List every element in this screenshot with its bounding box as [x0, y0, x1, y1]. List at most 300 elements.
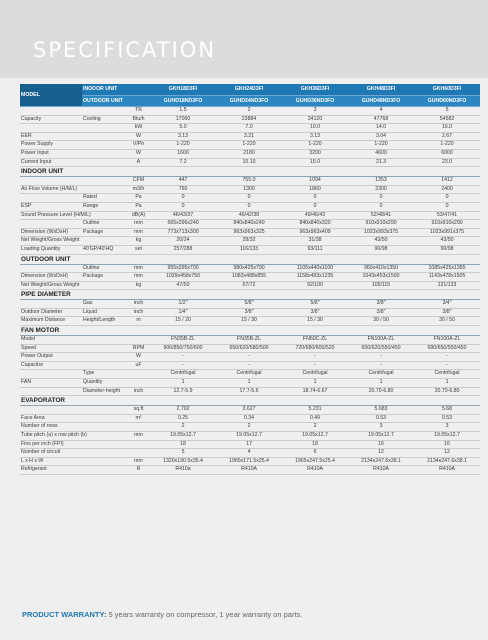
- spec-sublabel: Type: [82, 370, 127, 379]
- spec-row: [20, 228, 480, 237]
- spec-value: 52/48/41: [348, 211, 414, 220]
- section-header-row: [20, 167, 480, 177]
- spec-sublabel: [82, 414, 127, 423]
- spec-value: 12: [348, 449, 414, 458]
- spec-label: EER: [20, 132, 82, 141]
- indoor-model: GKH36D3FI: [282, 84, 348, 95]
- section-title: INDOOR UNIT: [20, 167, 480, 177]
- spec-value: 5/8": [216, 300, 282, 309]
- spec-row: [20, 379, 480, 388]
- spec-value: 0.53: [348, 414, 414, 423]
- spec-unit: W: [127, 353, 150, 362]
- spec-sublabel: [82, 423, 127, 432]
- spec-label: [20, 107, 82, 116]
- spec-value: 1.5: [150, 107, 216, 116]
- spec-row: [20, 132, 480, 141]
- spec-row: [20, 237, 480, 246]
- spec-value: 1: [414, 379, 480, 388]
- spec-value: 3: [348, 423, 414, 432]
- spec-unit: mm: [127, 273, 150, 282]
- spec-sublabel: [82, 406, 127, 415]
- spec-row: [20, 202, 480, 211]
- spec-unit: [127, 370, 150, 379]
- spec-value: 3/8": [348, 300, 414, 309]
- spec-value: 19.05x12.7: [282, 432, 348, 441]
- spec-value: 54582: [414, 115, 480, 124]
- spec-value: 0.53: [414, 414, 480, 423]
- spec-sublabel: [82, 432, 127, 441]
- spec-value: R410A: [414, 466, 480, 475]
- section-header-row: [20, 290, 480, 300]
- spec-value: 2134x247.6x38.1: [414, 457, 480, 466]
- spec-value: 5.0: [150, 124, 216, 133]
- spec-sublabel: [82, 344, 127, 353]
- spec-value: 1-220: [414, 141, 480, 150]
- spec-value: 15 / 30: [216, 317, 282, 326]
- indoor-unit-header: INDOOR UNIT: [82, 84, 150, 95]
- spec-value: 773x713x300: [150, 228, 216, 237]
- spec-sublabel: [82, 149, 127, 158]
- spec-value: 6: [282, 449, 348, 458]
- spec-label: Capacity: [20, 115, 82, 124]
- spec-unit: Pa: [127, 202, 150, 211]
- spec-value: 1353: [348, 177, 414, 186]
- spec-value: 955x395x700: [150, 264, 216, 273]
- spec-value: 3.13: [150, 132, 216, 141]
- spec-value: 0: [216, 194, 282, 203]
- spec-value: 0: [348, 194, 414, 203]
- spec-row: [20, 281, 480, 290]
- spec-value: 90/98: [414, 245, 480, 254]
- spec-unit: mm: [127, 228, 150, 237]
- spec-unit: CFM: [127, 177, 150, 186]
- spec-unit: m²: [127, 414, 150, 423]
- spec-sublabel: [82, 281, 127, 290]
- spec-sublabel: [82, 158, 127, 167]
- spec-value: 47768: [348, 115, 414, 124]
- spec-row: [20, 387, 480, 396]
- spec-value: FN100A-ZL: [348, 336, 414, 345]
- spec-value: 17.7-5.6: [216, 387, 282, 396]
- spec-sublabel: Outline: [82, 220, 127, 229]
- spec-label: Net Weight/Gross Weight: [20, 237, 82, 246]
- spec-value: 7.2: [150, 158, 216, 167]
- spec-value: 49/46/43: [282, 211, 348, 220]
- spec-value: 15 / 30: [282, 317, 348, 326]
- spec-row: [20, 185, 480, 194]
- spec-value: Centrifugal: [348, 370, 414, 379]
- spec-value: 1029x458x750: [150, 273, 216, 282]
- spec-value: 2300: [348, 185, 414, 194]
- spec-unit: inch: [127, 387, 150, 396]
- spec-value: 5: [414, 107, 480, 116]
- section-title: EVAPORATOR: [20, 396, 480, 406]
- spec-value: 105/115: [348, 281, 414, 290]
- spec-value: 650/620/550/450: [348, 344, 414, 353]
- spec-unit: [127, 336, 150, 345]
- spec-value: 2: [216, 423, 282, 432]
- spec-value: 23.0: [414, 158, 480, 167]
- spec-row: [20, 336, 480, 345]
- spec-sublabel: [82, 177, 127, 186]
- spec-unit: Pa: [127, 194, 150, 203]
- spec-value: 1-220: [348, 141, 414, 150]
- spec-value: 0: [150, 194, 216, 203]
- spec-row: [20, 432, 480, 441]
- spec-value: 1-220: [150, 141, 216, 150]
- spec-value: 3.627: [216, 406, 282, 415]
- spec-row: [20, 149, 480, 158]
- spec-value: -: [216, 361, 282, 370]
- spec-unit: m3/h: [127, 185, 150, 194]
- spec-value: 93/111: [282, 245, 348, 254]
- spec-value: 18: [150, 440, 216, 449]
- spec-value: 1-220: [282, 141, 348, 150]
- spec-row: [20, 211, 480, 220]
- spec-row: [20, 406, 480, 415]
- spec-value: 3.04: [348, 132, 414, 141]
- spec-value: 2.702: [150, 406, 216, 415]
- spec-sublabel: [82, 132, 127, 141]
- spec-unit: RPM: [127, 344, 150, 353]
- spec-value: 963x963x409: [282, 228, 348, 237]
- spec-row: [20, 370, 480, 379]
- spec-label: Air Flow Volume (H/M/L): [20, 185, 82, 194]
- spec-unit: Btu/h: [127, 115, 150, 124]
- spec-value: 20.70-6.80: [414, 387, 480, 396]
- indoor-model-header-row: [20, 84, 480, 95]
- spec-value: 19.05x12.7: [414, 432, 480, 441]
- section-title: FAN MOTOR: [20, 326, 480, 336]
- spec-value: 0: [216, 202, 282, 211]
- spec-value: 34120: [282, 115, 348, 124]
- spec-unit: [127, 449, 150, 458]
- spec-value: 1143x478x1505: [414, 273, 480, 282]
- spec-value: 46/43/37: [150, 211, 216, 220]
- section-title: OUTDOOR UNIT: [20, 254, 480, 264]
- spec-value: 1023x991x375: [414, 228, 480, 237]
- spec-unit: W: [127, 149, 150, 158]
- spec-unit: kg: [127, 237, 150, 246]
- indoor-model: GKH24D3FI: [216, 84, 282, 95]
- spec-unit: TR: [127, 107, 150, 116]
- spec-sublabel: Package: [82, 228, 127, 237]
- warranty-text: 5 years warranty on compressor, 1 year warranty on parts.: [108, 610, 303, 619]
- spec-value: 910x910x290: [414, 220, 480, 229]
- spec-value: 43/50: [414, 237, 480, 246]
- spec-sublabel: [82, 457, 127, 466]
- spec-value: 1-220: [216, 141, 282, 150]
- spec-value: 3/4": [414, 300, 480, 309]
- spec-sublabel: Package: [82, 273, 127, 282]
- spec-unit: [127, 423, 150, 432]
- spec-sublabel: [82, 440, 127, 449]
- spec-sublabel: [82, 466, 127, 475]
- spec-value: FN35B-ZL: [216, 336, 282, 345]
- spec-row: [20, 300, 480, 309]
- spec-label: [20, 124, 82, 133]
- spec-row: [20, 194, 480, 203]
- spec-value: 3/8": [414, 308, 480, 317]
- spec-value: 92/100: [282, 281, 348, 290]
- spec-sublabel: Quantity: [82, 379, 127, 388]
- spec-unit: set: [127, 245, 150, 254]
- spec-label: Loading Quantity: [20, 245, 82, 254]
- spec-value: 1094: [282, 177, 348, 186]
- indoor-model: GKH48D3FI: [348, 84, 414, 95]
- spec-value: 31/38: [282, 237, 348, 246]
- spec-value: -: [282, 361, 348, 370]
- spec-unit: [127, 379, 150, 388]
- spec-unit: mm: [127, 457, 150, 466]
- section-header-row: [20, 326, 480, 336]
- indoor-model: GKH60D3FI: [414, 84, 480, 95]
- spec-sublabel: [82, 361, 127, 370]
- spec-value: 760: [150, 185, 216, 194]
- spec-unit: mm: [127, 220, 150, 229]
- spec-label: Maximum Distance: [20, 317, 82, 326]
- spec-value: 10.10: [216, 158, 282, 167]
- spec-row: [20, 124, 480, 133]
- spec-value: 121/133: [414, 281, 480, 290]
- spec-unit: sq.ft: [127, 406, 150, 415]
- spec-value: -: [282, 353, 348, 362]
- spec-label: Power Output: [20, 353, 82, 362]
- spec-value: 0: [348, 202, 414, 211]
- spec-sublabel: Cooling: [82, 115, 127, 124]
- spec-value: 720/680/600/520: [282, 344, 348, 353]
- spec-value: 257/288: [150, 245, 216, 254]
- spec-value: FN60C-ZL: [282, 336, 348, 345]
- spec-sublabel: Rated: [82, 194, 127, 203]
- spec-value: 3.21: [216, 132, 282, 141]
- spec-sublabel: [82, 124, 127, 133]
- spec-row: [20, 353, 480, 362]
- spec-unit: inch: [127, 300, 150, 309]
- spec-sublabel: [82, 237, 127, 246]
- spec-value: 910x910x290: [348, 220, 414, 229]
- spec-value: 30 / 50: [348, 317, 414, 326]
- spec-label: [20, 177, 82, 186]
- spec-sublabel: [82, 353, 127, 362]
- spec-row: [20, 107, 480, 116]
- spec-value: 5.231: [282, 406, 348, 415]
- spec-value: 1/2": [150, 300, 216, 309]
- spec-row: [20, 308, 480, 317]
- spec-unit: inch: [127, 308, 150, 317]
- specification-table: [20, 84, 480, 475]
- spec-value: 3/8": [348, 308, 414, 317]
- spec-sublabel: 40'GP/40'HQ: [82, 245, 127, 254]
- spec-row: [20, 141, 480, 150]
- spec-value: Centrifugal: [282, 370, 348, 379]
- spec-value: 12.7-5.9: [150, 387, 216, 396]
- spec-value: 3: [282, 107, 348, 116]
- spec-value: 3/8": [216, 308, 282, 317]
- spec-row: [20, 440, 480, 449]
- spec-row: [20, 245, 480, 254]
- page-title: SPECIFICATION: [33, 38, 217, 62]
- spec-unit: A: [127, 158, 150, 167]
- spec-value: 90/98: [348, 245, 414, 254]
- spec-label: Dimension (WxDxH): [20, 228, 82, 237]
- section-title: PIPE DIAMETER: [20, 290, 480, 300]
- spec-value: 447: [150, 177, 216, 186]
- spec-row: [20, 158, 480, 167]
- spec-value: 1023x993x375: [348, 228, 414, 237]
- spec-value: 46/42/38: [216, 211, 282, 220]
- spec-value: 0.25: [150, 414, 216, 423]
- spec-row: [20, 273, 480, 282]
- spec-value: -: [348, 361, 414, 370]
- spec-label: Dimension (WxDxH): [20, 273, 82, 282]
- spec-unit: W: [127, 132, 150, 141]
- spec-sublabel: [82, 336, 127, 345]
- spec-value: 0: [282, 194, 348, 203]
- spec-value: 0.49: [282, 414, 348, 423]
- spec-value: 0: [414, 194, 480, 203]
- spec-value: 4: [348, 107, 414, 116]
- spec-value: 0: [414, 202, 480, 211]
- spec-label: [20, 370, 82, 379]
- spec-row: [20, 449, 480, 458]
- spec-value: 840x840x320: [282, 220, 348, 229]
- spec-row: [20, 177, 480, 186]
- spec-value: 1412: [414, 177, 480, 186]
- spec-value: 15 / 20: [150, 317, 216, 326]
- spec-value: 5.68: [414, 406, 480, 415]
- spec-value: 2134x247.6x38.1: [348, 457, 414, 466]
- spec-value: 1: [216, 379, 282, 388]
- outdoor-unit-header: OUTDOOR UNIT: [82, 95, 150, 107]
- spec-row: [20, 423, 480, 432]
- spec-value: 10.0: [282, 124, 348, 133]
- spec-value: 840x840x240: [216, 220, 282, 229]
- spec-label: L x H x W: [20, 457, 82, 466]
- spec-value: 1083x488x855: [216, 273, 282, 282]
- spec-value: 900/850/750/600: [150, 344, 216, 353]
- outdoor-model: GUHD48ND3FO: [348, 95, 414, 107]
- spec-value: 2: [150, 423, 216, 432]
- spec-value: -: [150, 353, 216, 362]
- spec-value: 1: [348, 379, 414, 388]
- spec-value: 17: [216, 440, 282, 449]
- spec-value: 0: [150, 202, 216, 211]
- spec-sublabel: Diameter-height: [82, 387, 127, 396]
- spec-value: 1300: [216, 185, 282, 194]
- spec-value: 16.0: [414, 124, 480, 133]
- outdoor-model: GUHD24ND3FO: [216, 95, 282, 107]
- spec-label: FAN: [20, 379, 82, 388]
- spec-label: Outdoor Diameter: [20, 308, 82, 317]
- spec-unit: V/Ph: [127, 141, 150, 150]
- spec-label: Tube pitch (a) x row pitch (b): [20, 432, 82, 441]
- spec-sublabel: [82, 449, 127, 458]
- spec-label: Fins per inch (FPI): [20, 440, 82, 449]
- spec-unit: R: [127, 466, 150, 475]
- spec-value: 19.05x12.7: [150, 432, 216, 441]
- product-warranty: [22, 610, 302, 619]
- spec-label: Sound Pressure Level (H/M/L): [20, 211, 82, 220]
- spec-value: 15.0: [282, 158, 348, 167]
- spec-value: 3: [414, 423, 480, 432]
- spec-sublabel: [82, 185, 127, 194]
- spec-label: Net Weight/Gross Weight: [20, 281, 82, 290]
- spec-value: 3/8": [282, 308, 348, 317]
- spec-label: Capacitor: [20, 361, 82, 370]
- spec-sublabel: Height/Length: [82, 317, 127, 326]
- spec-value: 16: [414, 440, 480, 449]
- spec-value: 1: [282, 379, 348, 388]
- spec-row: [20, 115, 480, 124]
- spec-value: 1965x171.5x25.4: [216, 457, 282, 466]
- section-header-row: [20, 396, 480, 406]
- spec-value: 43/50: [348, 237, 414, 246]
- spec-value: -: [348, 353, 414, 362]
- spec-value: 2.67: [414, 132, 480, 141]
- spec-value: 5: [150, 449, 216, 458]
- spec-value: 2180: [216, 149, 282, 158]
- spec-value: 665x396x240: [150, 220, 216, 229]
- spec-value: 0.34: [216, 414, 282, 423]
- spec-label: [20, 194, 82, 203]
- spec-sublabel: Liquid: [82, 308, 127, 317]
- spec-value: 16: [348, 440, 414, 449]
- spec-sublabel: Range: [82, 202, 127, 211]
- spec-value: 650/620/580/500: [216, 344, 282, 353]
- spec-value: 116/133: [216, 245, 282, 254]
- spec-row: [20, 466, 480, 475]
- spec-value: Centrifugal: [150, 370, 216, 379]
- spec-value: 20/24: [150, 237, 216, 246]
- model-header: MODEL: [20, 84, 82, 107]
- spec-value: 1: [150, 379, 216, 388]
- spec-sublabel: Outline: [82, 264, 127, 273]
- spec-value: 21.3: [348, 158, 414, 167]
- spec-value: 680/650/550/450: [414, 344, 480, 353]
- spec-value: 3.13: [282, 132, 348, 141]
- spec-unit: kg: [127, 281, 150, 290]
- spec-value: Centrifugal: [216, 370, 282, 379]
- spec-value: 3200: [282, 149, 348, 158]
- spec-value: 1/4": [150, 308, 216, 317]
- spec-row: [20, 317, 480, 326]
- spec-label: [20, 264, 82, 273]
- section-header-row: [20, 254, 480, 264]
- spec-sublabel: Gas: [82, 300, 127, 309]
- spec-value: 1085x425x1365: [414, 264, 480, 273]
- spec-value: 2: [216, 107, 282, 116]
- spec-value: Centrifugal: [414, 370, 480, 379]
- spec-value: -: [216, 353, 282, 362]
- spec-value: 18: [282, 440, 348, 449]
- spec-value: 47/50: [150, 281, 216, 290]
- spec-value: 5.683: [348, 406, 414, 415]
- outdoor-model: GUHD18ND3FO: [150, 95, 216, 107]
- spec-row: [20, 457, 480, 466]
- spec-label: [20, 220, 82, 229]
- spec-label: Face Area: [20, 414, 82, 423]
- spec-value: 980x425x790: [216, 264, 282, 273]
- spec-value: 755.0: [216, 177, 282, 186]
- spec-value: 4600: [348, 149, 414, 158]
- spec-value: 960x410x1350: [348, 264, 414, 273]
- spec-label: [20, 300, 82, 309]
- spec-value: R410A: [216, 466, 282, 475]
- spec-value: 1965x247.5x25.4: [282, 457, 348, 466]
- spec-label: Number of circuit: [20, 449, 82, 458]
- spec-value: 1320x190.5x35.4: [150, 457, 216, 466]
